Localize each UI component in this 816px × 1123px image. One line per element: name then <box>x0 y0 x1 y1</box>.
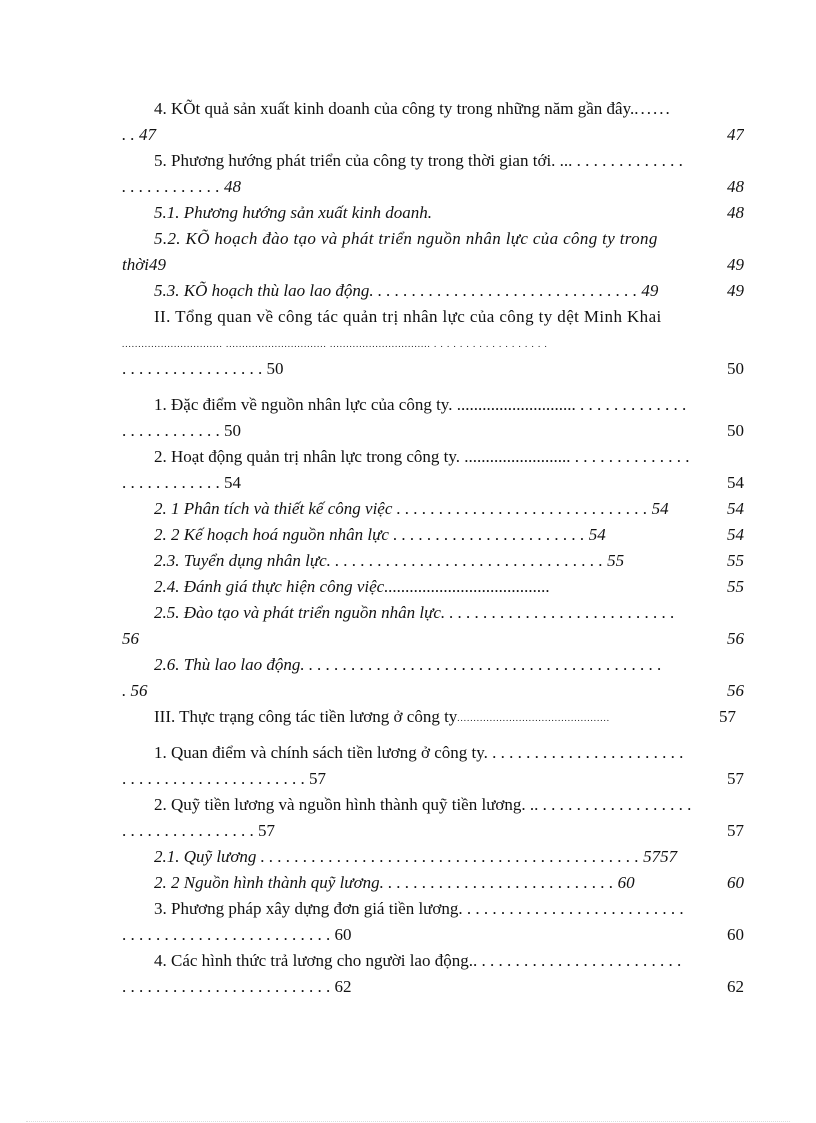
toc-page-number: 55 <box>723 548 744 574</box>
toc-line <box>122 818 744 844</box>
page-bottom-rule <box>26 1121 790 1122</box>
toc-leader: . . . . . . . . . . . . . . <box>568 151 683 170</box>
toc-continuation: 56 <box>122 629 139 648</box>
toc-line <box>122 678 744 704</box>
toc-continuation: . . . . . . . . . . . . 48 <box>122 177 241 196</box>
toc-line <box>122 174 744 200</box>
toc-page-number: 50 <box>723 418 744 444</box>
toc-page-number: 56 <box>723 678 744 704</box>
toc-line <box>122 974 744 1000</box>
table-of-contents <box>122 96 744 1000</box>
toc-page-number: 57 <box>723 818 744 844</box>
toc-entry-training-plan[interactable] <box>122 226 744 278</box>
toc-entry-business-results[interactable] <box>122 96 744 148</box>
toc-entry-job-analysis[interactable] <box>122 496 744 522</box>
toc-continuation: . . . . . . . . . . . . . . . . . . . . . . . . . 60 <box>122 925 352 944</box>
toc-entry-wage-fund[interactable] <box>122 792 744 844</box>
toc-entry-title: 5.1. Phương hướng sản xuất kinh doanh. <box>154 203 432 222</box>
toc-entry-title: 2.3. Tuyển dụng nhân lực. . . . . . . . . . . . . . . . . . . . . . . . . . . . . . . . . 55 <box>154 551 625 570</box>
toc-line <box>122 392 744 418</box>
toc-entry-title: 1. Đặc điểm về nguồn nhân lực của công ty. ............................ <box>154 395 576 414</box>
toc-entry-salary-fund[interactable] <box>122 844 744 870</box>
toc-entry-title: 5.3. KÕ hoạch thù lao lao động. . . . . . . . . . . . . . . . . . . . . . . . . . . . . . . . 49 <box>154 281 659 300</box>
toc-entry-hr-activities[interactable] <box>122 444 744 496</box>
toc-entry-title: 2. 2 Kế hoạch hoá nguồn nhân lực . . . . . . . . . . . . . . . . . . . . . . . 54 <box>154 525 606 544</box>
toc-line <box>122 740 744 766</box>
toc-leader: . . . . . . . . . . . . . <box>579 395 687 414</box>
toc-line <box>122 652 744 678</box>
toc-continuation: . . . . . . . . . . . . . . . . . 50 <box>122 359 284 378</box>
toc-line <box>122 252 744 278</box>
toc-page-number: 54 <box>723 522 744 548</box>
toc-continuation: . . 47 <box>122 125 156 144</box>
toc-continuation: . . . . . . . . . . . . 54 <box>122 473 241 492</box>
toc-leader: ............................... ............................... ............................... . . . . . . . . . . . . . . . . . . <box>122 339 548 350</box>
toc-entry-fund-sources[interactable] <box>122 870 744 896</box>
toc-page-number: 57 <box>715 704 736 730</box>
toc-line <box>122 226 744 252</box>
toc-line <box>122 330 744 356</box>
toc-line <box>122 574 744 600</box>
toc-line <box>122 792 744 818</box>
toc-entry-title: 2.6. Thù lao lao động. . . . . . . . . . . . . . . . . . . . . . . . . . . . . . . . . . . . . . . . . . . <box>154 655 662 674</box>
toc-page-number: 47 <box>723 122 744 148</box>
toc-page-number: 60 <box>723 922 744 948</box>
toc-entry-wage-situation[interactable] <box>122 704 744 730</box>
toc-entry-hr-planning[interactable] <box>122 522 744 548</box>
toc-entry-title: 2.1. Quỹ lương . . . . . . . . . . . . . . . . . . . . . . . . . . . . . . . . . . . . . . . . . . . . . 5757 <box>154 847 678 866</box>
toc-line <box>122 844 744 870</box>
toc-entry-title: 1. Quan điểm và chính sách tiền lương ở công ty. . <box>154 743 497 762</box>
toc-entry-title: 5.2. KÕ hoạch đào tạo và phát triển nguồn nhân lực của công ty trong <box>154 229 658 248</box>
toc-line <box>122 522 744 548</box>
toc-line <box>122 548 744 574</box>
toc-entry-title: III. Thực trạng công tác tiền lương ở công ty <box>154 707 458 726</box>
toc-leader: ............................................... <box>457 713 611 724</box>
toc-entry-title: 2. 2 Nguồn hình thành quỹ lương. . . . . . . . . . . . . . . . . . . . . . . . . . . . 60 <box>154 873 635 892</box>
toc-entry-title: II. Tổng quan về công tác quản trị nhân lực của công ty dệt Minh Khai <box>154 307 662 326</box>
toc-continuation: . . . . . . . . . . . . . . . . . . . . . . 57 <box>122 769 326 788</box>
toc-page-number: 48 <box>723 174 744 200</box>
toc-entry-compensation[interactable] <box>122 652 744 704</box>
toc-line <box>122 922 744 948</box>
toc-line <box>122 896 744 922</box>
toc-line <box>122 444 744 470</box>
toc-entry-recruitment[interactable] <box>122 548 744 574</box>
toc-page-number: 54 <box>723 496 744 522</box>
toc-line <box>122 148 744 174</box>
toc-line <box>122 626 744 652</box>
toc-entry-title: 3. Phương pháp xây dựng đơn giá tiền lương. <box>154 899 463 918</box>
toc-page-number: 60 <box>723 870 744 896</box>
toc-line <box>122 470 744 496</box>
toc-page-number: 54 <box>723 470 744 496</box>
toc-entry-title: 4. Các hình thức trả lương cho người lao động. <box>154 951 473 970</box>
toc-entry-compensation-plan[interactable] <box>122 278 744 304</box>
toc-entry-performance-evaluation[interactable] <box>122 574 744 600</box>
toc-line <box>122 704 744 730</box>
toc-page-number: 57 <box>723 766 744 792</box>
toc-line <box>122 948 744 974</box>
toc-continuation: . . . . . . . . . . . . . . . . . . . . . . . . . 62 <box>122 977 352 996</box>
toc-continuation: . 56 <box>122 681 148 700</box>
toc-page-number: 56 <box>723 626 744 652</box>
toc-leader: . . . . . . . . . . . . . . . . . . . . . . . . . . <box>466 899 684 918</box>
toc-entry-workforce-characteristics[interactable] <box>122 392 744 444</box>
toc-entry-development-direction[interactable] <box>122 148 744 200</box>
toc-entry-title: 5. Phương hướng phát triển của công ty trong thời gian tới. .. <box>154 151 569 170</box>
toc-page-number: 48 <box>723 200 744 226</box>
toc-leader: . . . . . . . . . . . . . . <box>574 447 690 466</box>
toc-page-number: 62 <box>723 974 744 1000</box>
toc-entry-title: 4. KÕt quả sản xuất kinh doanh của công ty trong những năm gần đây. <box>154 99 635 118</box>
toc-continuation: . . . . . . . . . . . . 50 <box>122 421 241 440</box>
toc-entry-payment-forms[interactable] <box>122 948 744 1000</box>
toc-entry-title: 2.4. Đánh giá thực hiện công việc....................................... <box>154 577 550 596</box>
toc-line <box>122 278 744 304</box>
toc-entry-unit-wage-method[interactable] <box>122 896 744 948</box>
toc-entry-production-direction[interactable] <box>122 200 744 226</box>
toc-page-number: 50 <box>723 356 744 382</box>
toc-line <box>122 356 744 382</box>
toc-line <box>122 200 744 226</box>
toc-leader: . . . . . . . . . . . . . . . . . . . . . . . . . <box>472 951 682 970</box>
toc-line <box>122 870 744 896</box>
toc-entry-training-development[interactable] <box>122 600 744 652</box>
toc-line <box>122 600 744 626</box>
toc-continuation: thời49 <box>122 255 167 274</box>
toc-line <box>122 418 744 444</box>
toc-continuation: . . . . . . . . . . . . . . . . 57 <box>122 821 275 840</box>
toc-line <box>122 766 744 792</box>
toc-line <box>122 304 744 330</box>
toc-entry-title: 2. Quỹ tiền lương và nguồn hình thành quỹ tiền lương. .. <box>154 795 539 814</box>
toc-entry-hr-overview[interactable] <box>122 304 744 382</box>
toc-line <box>122 122 744 148</box>
toc-line <box>122 496 744 522</box>
toc-page-number: 49 <box>723 278 744 304</box>
toc-entry-title: 2.5. Đào tạo và phát triển nguồn nhân lực. . . . . . . . . . . . . . . . . . . . . . . . . . . . <box>154 603 675 622</box>
toc-leader: . . . . . . . . . . . . . . . . . . . . . . <box>500 743 684 762</box>
toc-line <box>122 96 744 122</box>
toc-leader: ...... <box>634 99 672 118</box>
toc-page-number: 55 <box>723 574 744 600</box>
toc-entry-wage-policy[interactable] <box>122 740 744 792</box>
toc-leader: . . . . . . . . . . . . . . . . . . <box>542 795 692 814</box>
toc-page-number: 49 <box>723 252 744 278</box>
toc-entry-title: 2. 1 Phân tích và thiết kế công việc . . . . . . . . . . . . . . . . . . . . . . . . . . . . . . 54 <box>154 499 669 518</box>
toc-entry-title: 2. Hoạt động quản trị nhân lực trong công ty. ......................... <box>154 447 571 466</box>
